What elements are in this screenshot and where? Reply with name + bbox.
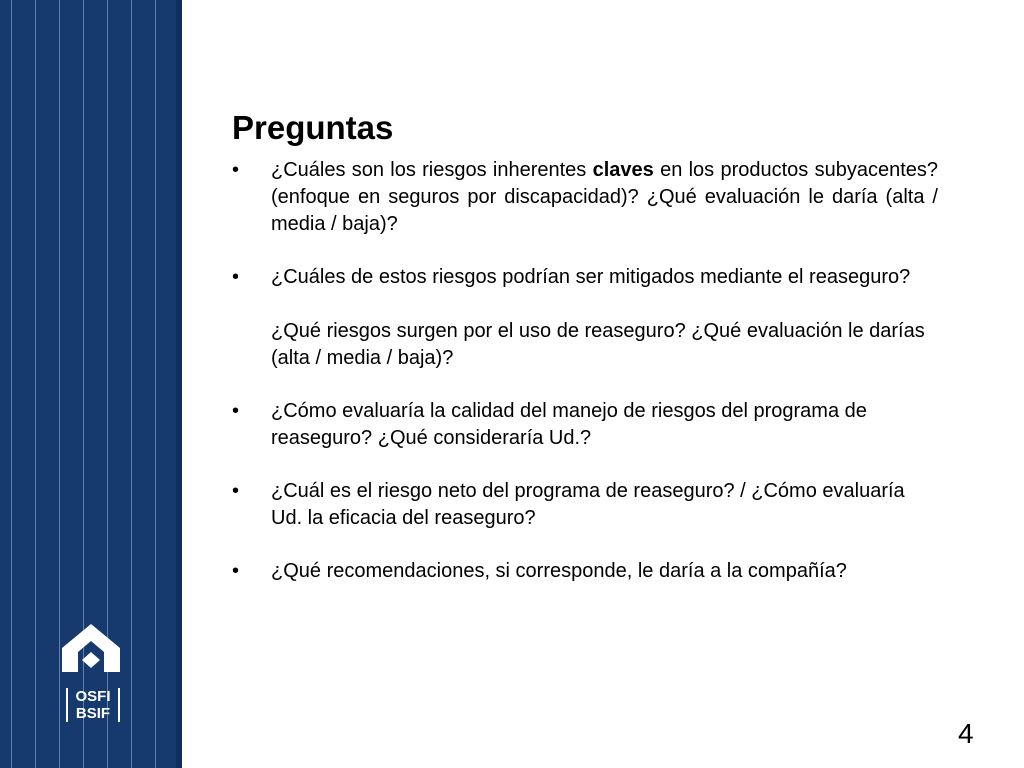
bullet-dot-icon: •	[232, 400, 240, 422]
bullet-text-part: en los productos subyacentes? (enfoque en seguros por discapacidad)? ¿Qué evaluación le daría (alta / media / baja)?	[271, 159, 938, 235]
bullet-text: ¿Cuáles de estos riesgos podrían ser mitigados mediante el reaseguro?	[271, 266, 911, 288]
osfi-emblem-icon	[58, 622, 124, 682]
page-number: 4	[958, 718, 974, 749]
bullet-list	[232, 157, 938, 611]
bullet-item-3	[232, 398, 938, 452]
bullet-item-4	[232, 478, 938, 532]
bullet-text: ¿Cuál es el riesgo neto del programa de reaseguro? / ¿Cómo evaluaría Ud. la eficacia del reaseguro?	[271, 480, 905, 529]
bullet-text: ¿Qué recomendaciones, si corresponde, le daría a la compañía?	[271, 560, 847, 582]
logo-line-osfi: OSFI	[75, 688, 111, 705]
bullet-text-emphasis: claves	[592, 159, 654, 181]
sidebar-panel	[0, 0, 182, 768]
bullet-dot-icon: •	[232, 266, 240, 288]
bullet-text	[271, 157, 938, 238]
bullet-item-2	[232, 264, 938, 372]
osfi-bsif-logo	[58, 622, 124, 732]
logo-line-bsif: BSIF	[75, 705, 111, 722]
bullet-dot-icon: •	[232, 560, 240, 582]
bullet-text-part: ¿Cuáles son los riesgos inherentes	[271, 159, 593, 181]
bullet-item-1	[232, 157, 938, 238]
slide-title: Preguntas	[232, 109, 394, 146]
bullet-item-5	[232, 558, 938, 585]
bullet-text: ¿Cómo evaluaría la calidad del manejo de riesgos del programa de reaseguro? ¿Qué consideraría Ud.?	[271, 400, 867, 449]
logo-text	[66, 688, 120, 722]
bullet-text-continued: ¿Qué riesgos surgen por el uso de reaseguro? ¿Qué evaluación le darías (alta / media / baja)?	[271, 320, 925, 369]
bullet-dot-icon: •	[232, 480, 240, 502]
bullet-dot-icon: •	[232, 159, 240, 181]
